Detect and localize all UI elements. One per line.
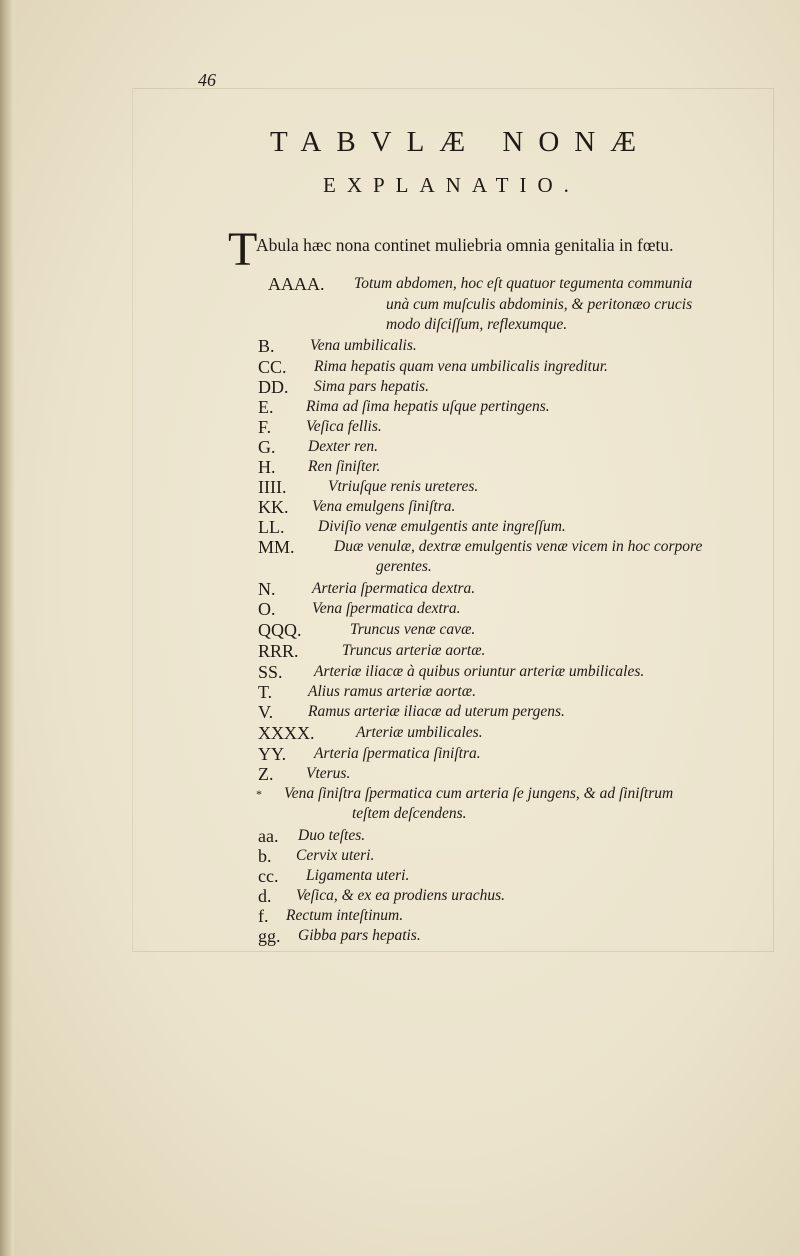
legend-label: KK.	[258, 497, 289, 517]
page-number: 46	[198, 70, 216, 90]
legend-entry	[258, 336, 748, 357]
legend-label: H.	[258, 457, 276, 477]
legend-text: Ren ſiniſter.	[308, 458, 381, 475]
legend-text: Ligamenta uteri.	[306, 867, 410, 884]
legend-label: cc.	[258, 866, 279, 886]
legend-text: Cervix uteri.	[296, 847, 375, 864]
legend-entry	[258, 517, 748, 537]
legend-label: IIII.	[258, 477, 287, 497]
legend-text-continued: teſtem deſcendens.	[352, 805, 467, 822]
heading-subtitle: EXPLANATIO.	[323, 173, 580, 197]
legend-entry	[258, 764, 748, 784]
legend-entry	[258, 274, 748, 336]
legend-entry	[258, 702, 748, 723]
legend-label: G.	[258, 437, 276, 457]
legend-label: gg.	[258, 926, 281, 946]
legend-entry	[258, 744, 748, 764]
legend-text: Veſica fellis.	[306, 418, 382, 435]
legend-label: AAAA.	[268, 274, 325, 294]
legend-entry	[258, 457, 748, 477]
legend-entry	[258, 417, 748, 437]
legend-label: O.	[258, 599, 276, 619]
legend-text: Arteria ſpermatica dextra.	[312, 580, 476, 597]
legend-text: Rima ad ſima hepatis uſque pertingens.	[306, 398, 550, 415]
legend-text-continued: unà cum muſculis abdominis, & peritonæo crucis	[386, 296, 693, 313]
legend-text: Arteriæ iliacæ à quibus oriuntur arteriæ umbilicales.	[314, 663, 645, 680]
legend-text-continued: gerentes.	[376, 558, 432, 575]
legend-text: Vena umbilicalis.	[310, 337, 417, 354]
legend-label: E.	[258, 397, 274, 417]
intro-text: Abula hæc nona continet muliebria omnia genitalia in fœtu.	[256, 235, 674, 255]
legend-text: Dexter ren.	[308, 438, 379, 455]
book-binding-edge	[0, 0, 14, 1256]
legend-label: QQQ.	[258, 620, 302, 640]
legend-text: Vena ſiniſtra ſpermatica cum arteria ſe jungens, & ad ſiniſtrum	[284, 785, 674, 802]
legend-entry	[258, 926, 748, 946]
legend-entry	[258, 599, 748, 620]
legend-text: Veſica, & ex ea prodiens urachus.	[296, 887, 506, 904]
legend-label: MM.	[258, 537, 295, 557]
legend-label: N.	[258, 579, 276, 599]
legend-entry	[258, 846, 748, 866]
legend-label: T.	[258, 682, 273, 702]
legend-text: Alius ramus arteriæ aortæ.	[308, 683, 476, 700]
legend-label: XXXX.	[258, 723, 315, 743]
legend-text: Totum abdomen, hoc eſt quatuor tegumenta communia	[354, 275, 693, 292]
legend-entry	[258, 537, 748, 579]
legend-entry	[258, 886, 748, 906]
legend-list	[258, 274, 748, 946]
legend-entry	[258, 866, 748, 886]
legend-label: f.	[258, 906, 269, 926]
legend-text: Rectum inteſtinum.	[286, 907, 404, 924]
legend-label: aa.	[258, 826, 279, 846]
legend-label: RRR.	[258, 641, 299, 661]
legend-entry	[258, 906, 748, 926]
legend-entry	[258, 477, 748, 497]
legend-entry	[258, 784, 748, 826]
legend-text: Ramus arteriæ iliacæ ad uterum pergens.	[308, 703, 565, 720]
legend-text: Vena ſpermatica dextra.	[312, 600, 461, 617]
legend-label: F.	[258, 417, 272, 437]
legend-text: Arteriæ umbilicales.	[356, 724, 483, 741]
legend-label: DD.	[258, 377, 289, 397]
legend-entry	[258, 662, 748, 682]
legend-label: *	[256, 787, 262, 801]
legend-entry	[258, 826, 748, 846]
legend-text: Truncus arteriæ aortæ.	[342, 642, 486, 659]
legend-entry	[258, 377, 748, 397]
legend-text: Gibba pars hepatis.	[298, 927, 421, 944]
legend-label: b.	[258, 846, 272, 866]
legend-entry	[258, 357, 748, 377]
legend-label: SS.	[258, 662, 283, 682]
legend-text-continued: modo diſciſſum, reflexumque.	[386, 316, 568, 333]
legend-entry	[258, 397, 748, 417]
legend-entry	[258, 723, 748, 744]
legend-text: Vtriuſque renis ureteres.	[328, 478, 479, 495]
drop-cap: T	[228, 223, 258, 276]
legend-text: Vterus.	[306, 765, 351, 782]
legend-label: YY.	[258, 744, 287, 764]
legend-text: Vena emulgens ſiniſtra.	[312, 498, 456, 515]
legend-text: Duo teſtes.	[298, 827, 366, 844]
legend-entry	[258, 620, 748, 641]
legend-text: Arteria ſpermatica ſiniſtra.	[314, 745, 481, 762]
legend-label: V.	[258, 702, 274, 722]
legend-label: d.	[258, 886, 272, 906]
heading-title: TABVLÆ NONÆ	[270, 126, 651, 158]
legend-entry	[258, 641, 748, 662]
legend-label: CC.	[258, 357, 287, 377]
legend-entry	[258, 437, 748, 457]
legend-label: LL.	[258, 517, 285, 537]
legend-text: Rima hepatis quam vena umbilicalis ingreditur.	[314, 358, 608, 375]
legend-entry	[258, 497, 748, 517]
legend-entry	[258, 682, 748, 702]
legend-text: Diviſio venæ emulgentis ante ingreſſum.	[318, 518, 566, 535]
legend-label: Z.	[258, 764, 274, 784]
legend-text: Sima pars hepatis.	[314, 378, 429, 395]
legend-label: B.	[258, 336, 275, 356]
legend-text: Duæ venulæ, dextræ emulgentis venæ vicem in hoc corpore	[334, 538, 703, 555]
legend-entry	[258, 579, 748, 599]
legend-text: Truncus venæ cavæ.	[350, 621, 476, 638]
